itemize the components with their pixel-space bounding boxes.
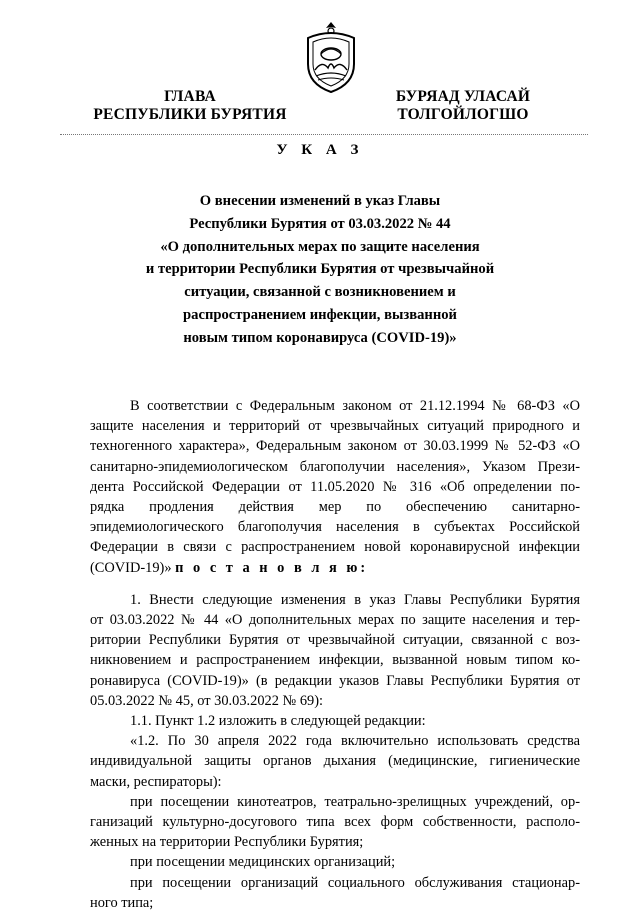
- coat-of-arms-emblem: [300, 20, 362, 94]
- body-line: дента Российской Федерации от 11.05.2020 № 316 «Об определении по-: [90, 478, 580, 495]
- decree-word: п о с т а н о в л я ю:: [175, 559, 369, 576]
- body-line: женных на территории Республики Бурятия;: [90, 834, 364, 851]
- body-line: ронавируса (COVID-19)» (в редакции указов Главы Республики Бурятия от: [90, 672, 580, 689]
- body-line: от 03.03.2022 № 44 «О дополнительных мерах по защите населения и тер-: [90, 612, 580, 629]
- title-line: «О дополнительных мерах по защите населения: [160, 238, 480, 255]
- body-line-decree: [90, 558, 580, 578]
- body-line: 1. Внести следующие изменения в указ Главы Республики Бурятия: [130, 591, 580, 608]
- body-line: техногенного характера», Федеральным законом от 30.03.1999 № 52-ФЗ «О: [90, 438, 580, 455]
- social-paragraph: [90, 873, 580, 913]
- body-line: рядка продления действия мер по обеспечению санитарно-: [90, 499, 580, 516]
- quote-paragraph: [90, 731, 580, 792]
- item-1-1-paragraph: 1.1. Пункт 1.2 изложить в следующей редакции:: [130, 713, 426, 730]
- body-line: при посещении организаций социального обслуживания стационар-: [130, 874, 580, 891]
- body-line: 05.03.2022 № 45, от 30.03.2022 № 69):: [90, 692, 324, 709]
- body-line: Федерации в связи с распространением новой коронавирусной инфекции: [90, 539, 580, 556]
- body-line: никновением и распространением инфекции, вызванной новым типом ко-: [90, 652, 580, 669]
- cinema-paragraph: [90, 792, 580, 853]
- item-1-paragraph: [90, 590, 580, 711]
- header-right-title: [378, 88, 548, 124]
- header-left-line1: ГЛАВА: [164, 88, 216, 105]
- preamble-end: (COVID-19)»: [90, 559, 172, 576]
- body-line: ганизаций культурно-досугового типа всех форм собственности, располо-: [90, 814, 580, 831]
- body-line: маски, респираторы):: [90, 773, 222, 790]
- body-line: при посещении кинотеатров, театрально-зрелищных учреждений, ор-: [130, 793, 580, 810]
- body-line: ритории Республики Бурятия от чрезвычайной ситуации, связанной с воз-: [90, 632, 580, 649]
- body-line: индивидуальной защиты органов дыхания (медицинские, гигиенические: [90, 753, 580, 770]
- body-line: «1.2. По 30 апреля 2022 года включительно использовать средства: [130, 733, 580, 750]
- header-divider: [60, 134, 588, 135]
- medical-paragraph: при посещении медицинских организаций;: [130, 854, 396, 871]
- title-line: распространением инфекции, вызванной: [183, 306, 457, 323]
- header-left-line2: РЕСПУБЛИКИ БУРЯТИЯ: [93, 106, 287, 123]
- header-left-title: [90, 88, 290, 124]
- body-line: ного типа;: [90, 894, 154, 911]
- body-line: санитарно-эпидемиологическом благополучии населения», Указом Прези-: [90, 458, 580, 475]
- body-line: В соответствии с Федеральным законом от 21.12.1994 № 68-ФЗ «О: [130, 398, 580, 414]
- document-type: У К А З: [276, 142, 364, 158]
- header-right-line2: ТОЛГОЙЛОГШО: [397, 106, 529, 123]
- title-line: новым типом коронавируса (COVID-19)»: [183, 329, 457, 346]
- body-line: защите населения и территорий от чрезвычайных ситуаций природного и: [90, 418, 580, 435]
- document-body: [90, 396, 580, 913]
- title-line: О внесении изменений в указ Главы: [199, 193, 441, 209]
- header-right-line1: БУРЯАД УЛАСАЙ: [395, 88, 531, 105]
- body-line: эпидемиологического благополучия населения в субъектах Российской: [90, 519, 580, 536]
- preamble-paragraph: [90, 396, 580, 578]
- title-line: ситуации, связанной с возникновением и: [184, 284, 456, 301]
- title-line: Республики Бурятия от 03.03.2022 № 44: [189, 215, 451, 232]
- title-line: и территории Республики Бурятия от чрезвычайной: [145, 261, 495, 278]
- document-title: [90, 190, 550, 350]
